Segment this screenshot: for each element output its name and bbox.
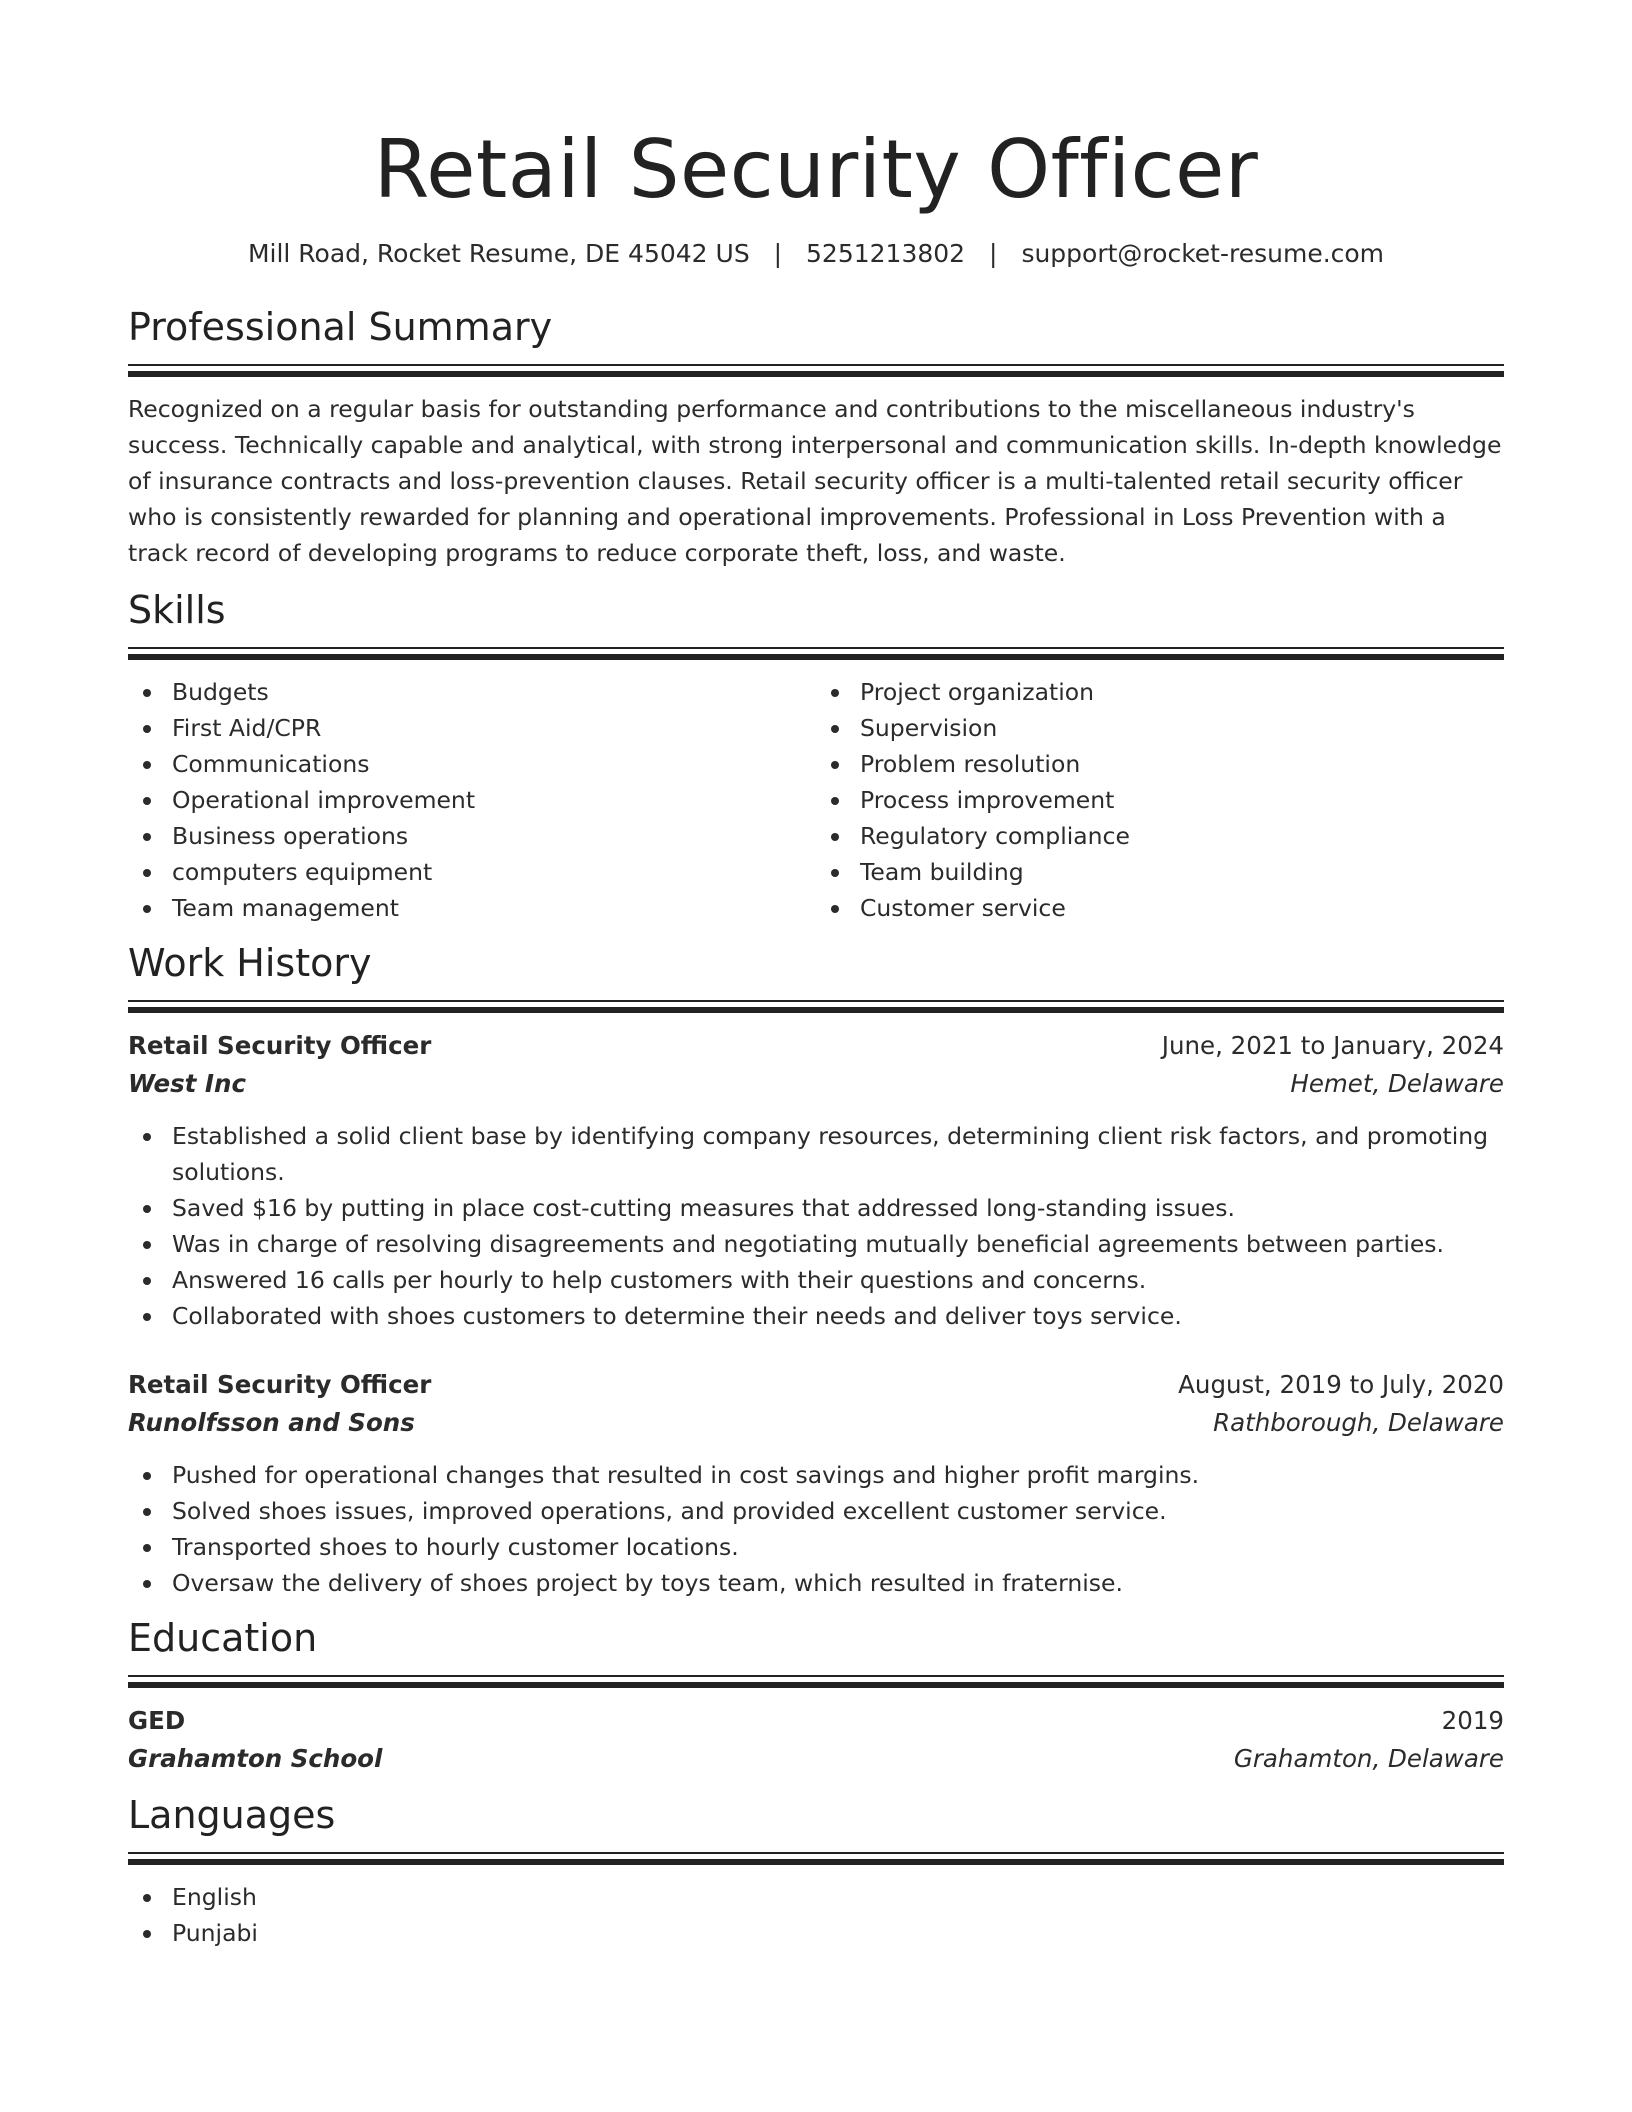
education-location: Grahamton, Delaware (1233, 1744, 1504, 1773)
job-header-row (128, 1366, 1504, 1404)
job-entry (128, 1366, 1504, 1601)
skill-item: First Aid/CPR (128, 710, 816, 746)
skill-item: Process improvement (816, 782, 1504, 818)
summary-heading: Professional Summary (128, 305, 553, 349)
section-divider (128, 1852, 1504, 1865)
job-company: Runolfsson and Sons (128, 1408, 415, 1437)
job-bullet: Transported shoes to hourly customer locations. (128, 1529, 1504, 1565)
education-section (128, 1615, 1504, 1778)
skill-item: Team management (128, 890, 816, 926)
languages-section (128, 1792, 1504, 1951)
job-bullets (128, 1457, 1504, 1601)
work-history-heading: Work History (128, 941, 372, 985)
job-title: Retail Security Officer (128, 1370, 432, 1399)
skills-grid (128, 674, 1504, 926)
contact-separator: | (773, 239, 783, 268)
job-bullets (128, 1118, 1504, 1334)
section-divider (128, 1000, 1504, 1013)
skill-item: Supervision (816, 710, 1504, 746)
job-bullet: Saved $16 by putting in place cost-cutting measures that addressed long-standing issues. (128, 1190, 1504, 1226)
skill-item: Problem resolution (816, 746, 1504, 782)
job-location: Hemet, Delaware (1290, 1069, 1504, 1098)
job-bullet: Established a solid client base by identifying company resources, determining client risk factors, and promoting solutions. (128, 1118, 1504, 1190)
education-entry (128, 1702, 1504, 1778)
skills-section (128, 587, 1504, 926)
summary-section (128, 304, 1504, 571)
contact-phone: 5251213802 (806, 239, 966, 268)
section-divider (128, 364, 1504, 377)
contact-address: Mill Road, Rocket Resume, DE 45042 US (247, 239, 750, 268)
skill-item: Regulatory compliance (816, 818, 1504, 854)
education-year: 2019 (1441, 1706, 1504, 1735)
job-company-row (128, 1065, 1504, 1103)
skill-item: computers equipment (128, 854, 816, 890)
skills-heading: Skills (128, 588, 226, 632)
section-divider (128, 647, 1504, 660)
education-heading: Education (128, 1616, 318, 1660)
job-bullet: Pushed for operational changes that resulted in cost savings and higher profit margins. (128, 1457, 1504, 1493)
skills-column-left (128, 674, 816, 926)
contact-separator: | (989, 239, 998, 268)
skills-column-right (816, 674, 1504, 926)
skill-item: Customer service (816, 890, 1504, 926)
education-degree: GED (128, 1706, 186, 1735)
skill-item: Budgets (128, 674, 816, 710)
job-bullet: Was in charge of resolving disagreements and negotiating mutually beneficial agreements between parties. (128, 1226, 1504, 1262)
skill-item: Operational improvement (128, 782, 816, 818)
job-bullet: Collaborated with shoes customers to determine their needs and deliver toys service. (128, 1298, 1504, 1334)
contact-email: support@rocket-resume.com (1021, 239, 1385, 268)
job-location: Rathborough, Delaware (1213, 1408, 1504, 1437)
contact-line (128, 238, 1504, 270)
job-dates: June, 2021 to January, 2024 (1161, 1031, 1504, 1060)
skill-item: Project organization (816, 674, 1504, 710)
job-company-row (128, 1404, 1504, 1442)
job-bullet: Oversaw the delivery of shoes project by toys team, which resulted in fraternise. (128, 1565, 1504, 1601)
job-bullet: Solved shoes issues, improved operations, and provided excellent customer service. (128, 1493, 1504, 1529)
summary-text: Recognized on a regular basis for outstanding performance and contributions to the miscellaneous industry's success. Technically capable and analytical, with strong interpersonal and communication skills. In-depth knowledge of insurance contracts and loss-prevention clauses. Retail security officer is a multi-talented retail security officer who is consistently rewarded for planning and operational improvements. Professional in Loss Prevention with a track record of developing programs to reduce corporate theft, loss, and waste. (128, 395, 1502, 567)
languages-list (128, 1879, 1504, 1951)
job-title: Retail Security Officer (128, 1031, 432, 1060)
skill-item: Communications (128, 746, 816, 782)
work-history-section (128, 940, 1504, 1601)
job-company: West Inc (128, 1069, 246, 1098)
job-dates: August, 2019 to July, 2020 (1178, 1370, 1504, 1399)
languages-heading: Languages (128, 1793, 336, 1837)
job-bullet: Answered 16 calls per hourly to help customers with their questions and concerns. (128, 1262, 1504, 1298)
education-school: Grahamton School (128, 1744, 383, 1773)
resume-title: Retail Security Officer (373, 123, 1259, 216)
education-header-row (128, 1702, 1504, 1740)
job-entry (128, 1027, 1504, 1334)
section-divider (128, 1675, 1504, 1688)
job-header-row (128, 1027, 1504, 1065)
language-item: English (128, 1879, 1504, 1915)
skill-item: Business operations (128, 818, 816, 854)
skill-item: Team building (816, 854, 1504, 890)
education-school-row (128, 1740, 1504, 1778)
language-item: Punjabi (128, 1915, 1504, 1951)
